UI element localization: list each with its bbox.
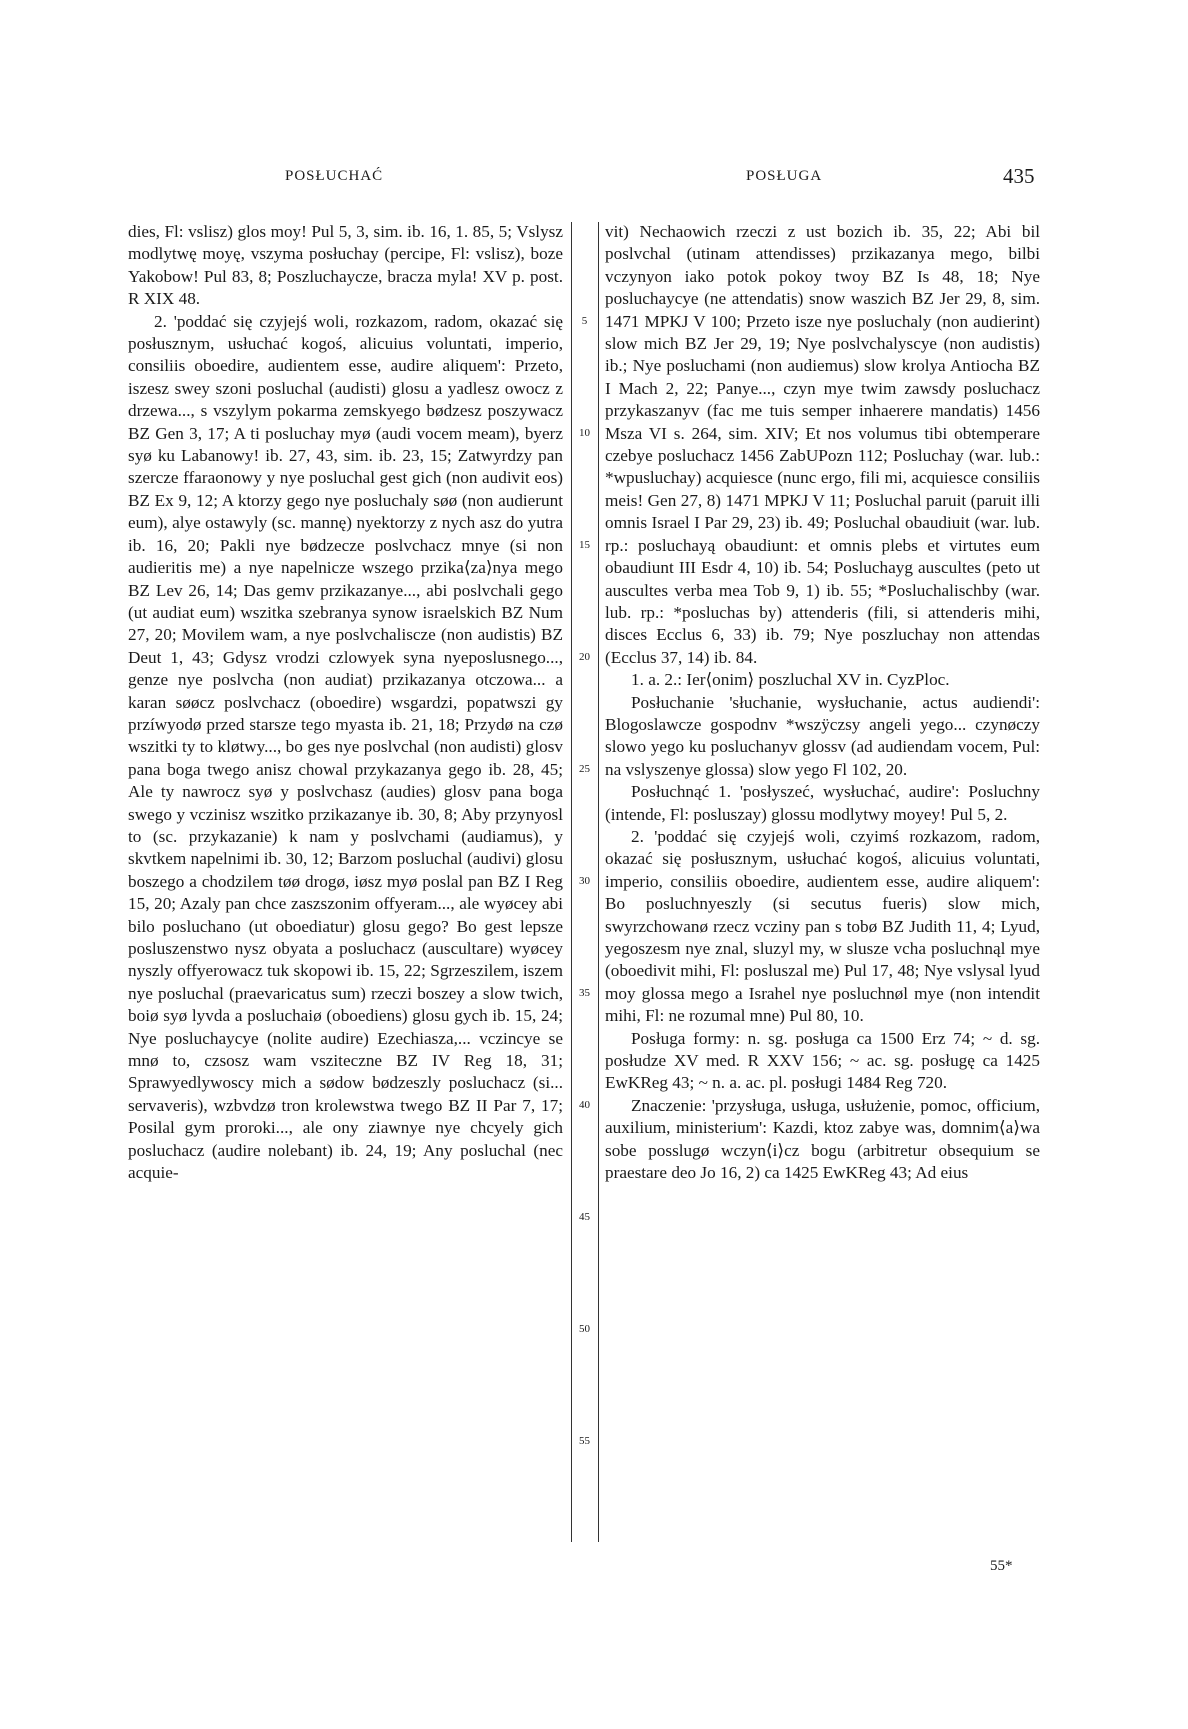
paragraph: dies, Fl: vslisz) glos moy! Pul 5, 3, sim. ib. 16, 1. 85, 5; Vslysz modlytwę moyę, vszyma posłuchay (percipe, Fl: vslisz), boze Yakobow! Pul 83, 8; Poszluchaycze, bracza myla! XV p. post. R XIX 48. — [128, 222, 563, 309]
entry-posluchanie: Posłuchanie 'słuchanie, wysłuchanie, actus audiendi': Blogoslawcze gospodnv *wszÿczsy angeli yego... czynøczy slowo yego ku posluchanyv glossv (ad audiendam vocem, Pul: na vslyszenye glossa) slow yego Fl 102, 20. — [605, 692, 1040, 779]
line-number: 30 — [579, 875, 590, 887]
left-column — [128, 221, 563, 1184]
running-head-right: POSŁUGA — [746, 168, 823, 184]
line-number: 20 — [579, 651, 590, 663]
paragraph: Znaczenie: 'przysługa, usługa, usłużenie, pomoc, officium, auxilium, ministerium': Kazdi, ktoz zabye was, domnim⟨a⟩wa sobe posslugø wczyn⟨i⟩cz bogu (arbitretur obsequium se praestare deo Jo 16, 2) ca 1425 EwKReg 43; Ad eius — [605, 1095, 1040, 1183]
entry-posluchnac: Posłuchnąć 1. 'posłyszeć, wysłuchać, audire': Posluchny (intende, Fl: posluszay) glossu modlytwy moyey! Pul 5, 2. — [605, 782, 1040, 824]
line-number: 15 — [579, 539, 590, 551]
entry-posluga: Posługa formy: n. sg. posługa ca 1500 Erz 74; ~ d. sg. posłudze XV med. R XXV 156; ~ ac. sg. posługę ca 1425 EwKReg 43; ~ n. a. ac. pl. posługi 1484 Reg 720. — [605, 1028, 1040, 1093]
line-number: 40 — [579, 1099, 590, 1111]
line-number: 50 — [579, 1323, 590, 1335]
line-number: 55 — [579, 1435, 590, 1447]
paragraph: 2. 'poddać się czyjejś woli, rozkazom, radom, okazać się posłusznym, usłuchać kogoś, alicuius voluntati, imperio, consiliis oboedire, audientem esse, audire aliquem': Przeto, iszesz swey szoni posluchal (audisti) glosu a yadlesz owocz z drzewa..., s vszylym pokarma zemskyego bødzesz poszywacz BZ Gen 3, 17; A ti posluchay myø (audi vocem meam), byerz syø ku Labanowy! ib. 27, 43, sim. ib. 23, 15; Zatwyrdzy pan szercze ffaraonowy y nye posluchal gest gich (non audivit eos) BZ Ex 9, 12; A ktorzy gego nye posluchaly søø (non audierunt eum), alye ostawyly (sc. mannę) nyektorzy z nych asz do yutra ib. 16, 20; Pakli nye bødzecze poslvchacz mnye (si non audieritis me) a nye napelnicze wszego przika⟨za⟩nya mego BZ Lev 26, 14; Das gemv przikazanye..., abi poslvchali gego (ut audiat eum) wszitka szebranya synow israelskich BZ Num 27, 20; Movilem wam, a nye poslvchaliscze (non audistis) BZ Deut 1, 43; Gdysz vrodzi czlowyek syna nyeposlusnego..., genze nye poslvcha (non audiat) przikazanya otczowa... a karan søøcz poslvchacz (oboedire) wsgardzi, popatwszi gy przíwyodø przed starsze tego myasta ib. 21, 18; Przydø na czø wszitki ty to kløtwy..., bo ges nye poslvchal (non audisti) glosv pana boga twego anisz chowal przykazanya gego ib. 28, 45; Ale ty nawrocz syø y poslvchasz (audies) glosv pana boga swego y vczinisz wszitko przikazanye ib. 30, 8; Aby przynyosl to (sc. przykazanie) k nam y poslvchami (audiamus), y skvtkem napelnimi ib. 30, 12; Barzom posluchal (audivi) glosu boszego a chodzilem tøø drogø, iøsz myø poslal pan BZ I Reg 15, 20; Azaly pan chce zaszszonim offyeram..., ale wyøcey abi bilo posluchano (ut oboediatur) glosu gego? Bo gest lepsze posluszenstwo nysz obyata a posluchacz (auscultare) wyøcey nyszly offyerowacz tuk skopowi ib. 15, 22; Sgrzeszilem, iszem nye posluchal (praevaricatus sum) rzeczi boszey a slow twich, boiø syø lyvda a posluchaiø (oboediens) glosu gych ib. 15, 24; Nye posluchaycye (nolite audire) Ezechiasza,... vczincye se mnø to, czsosz wam vsziteczne BZ IV Reg 18, 31; Sprawyedlywoscy mich a sødow bødzeszly posluchacz (si... servaveris), wzbvdzø tron krolewstwa twego BZ II Par 7, 17; Posilal gym proroki..., ale ony ziawnye nye chcyely gich posluchacz (audire nolebant) ib. 24, 19; Any posluchal (nec acquie- — [128, 311, 563, 1183]
line-number: 45 — [579, 1211, 590, 1223]
running-head-left: POSŁUCHAĆ — [285, 168, 384, 184]
paragraph: 1. a. 2.: Ier⟨onim⟩ poszluchal XV in. CyzPloc. — [631, 670, 950, 690]
column-rule-right — [598, 222, 599, 1542]
paragraph: vit) Nechaowich rzeczi z ust bozich ib. 35, 22; Abi bil poslvchal (utinam attendisses) przikazanya mego, bilbi vczynyon iako potok pokoy twoy BZ Is 48, 18; Nye posluchaycye (ne attendatis) snow waszich BZ Jer 29, 8, sim. 1471 MPKJ V 100; Przeto isze nye posluchaly (non audierint) slow mich BZ Jer 29, 19; Nye poslvchalyscye (non audistis) ib.; Nye posluchami (non audiemus) slow krolya Antiocha BZ I Mach 2, 22; Panye..., czyn mye twim zawsdy posluchacz przykaszanyv (fac me tuis semper inhaerere mandatis) 1456 Msza VI s. 264, sim. XIV; Et nos volumus tibi obtemperare czebye posluchacz 1456 ZabUPozn 112; Posluchay (war. lub.: *wpusluchay) acquiesce (nunc ergo, fili mi, acquiesce consiliis meis! Gen 27, 8) 1471 MPKJ V 11; Posluchal paruit (paruit illi omnis Israel I Par 29, 23) ib. 49; Posluchal obaudiuit (war. lub. rp.: posluchayą obaudiunt: et omnis plebs et virtutes eum obaudiunt III Esdr 4, 10) ib. 54; Posluchayg auscultes (peto ut auscultes verba mea Tob 9, 1) ib. 55; *Posluchalischby (war. lub. rp.: *posluchas by) attenderis (fili, si attenderis mihi, disces Ecclus 6, 33) ib. 79; Nye poszluchay non attendas (Ecclus 37, 14) ib. 84. — [605, 222, 1040, 667]
line-number: 10 — [579, 427, 590, 439]
signature-mark: 55* — [990, 1558, 1013, 1574]
paragraph: 2. 'poddać się czyjejś woli, czyimś rozkazom, radom, okazać się posłusznym, usłuchać kogoś, alicuius voluntati, imperio, consiliis oboedire, audientem esse, audire aliquem': Bo posluchnyeszly (si secutus fueris) slow mich, swyrzchowanø rzecz vcziny pan s tobø BZ Judith 11, 4; Lyud, yegoszesm nye znal, sluzyl my, w slusze vcha posluchnąl mye (oboedivit mihi, Fl: posluszal me) Pul 17, 48; Nye vslysal lyud moy glossa mego a Israhel nye posluchnøl mye (non intendit mihi, Fl: ne rozumal mne) Pul 80, 10. — [605, 826, 1040, 1026]
line-number: 35 — [579, 987, 590, 999]
line-number: 5 — [581, 315, 588, 327]
right-column — [605, 221, 1040, 1184]
page-number: 435 — [1003, 164, 1035, 188]
line-number: 25 — [579, 763, 590, 775]
